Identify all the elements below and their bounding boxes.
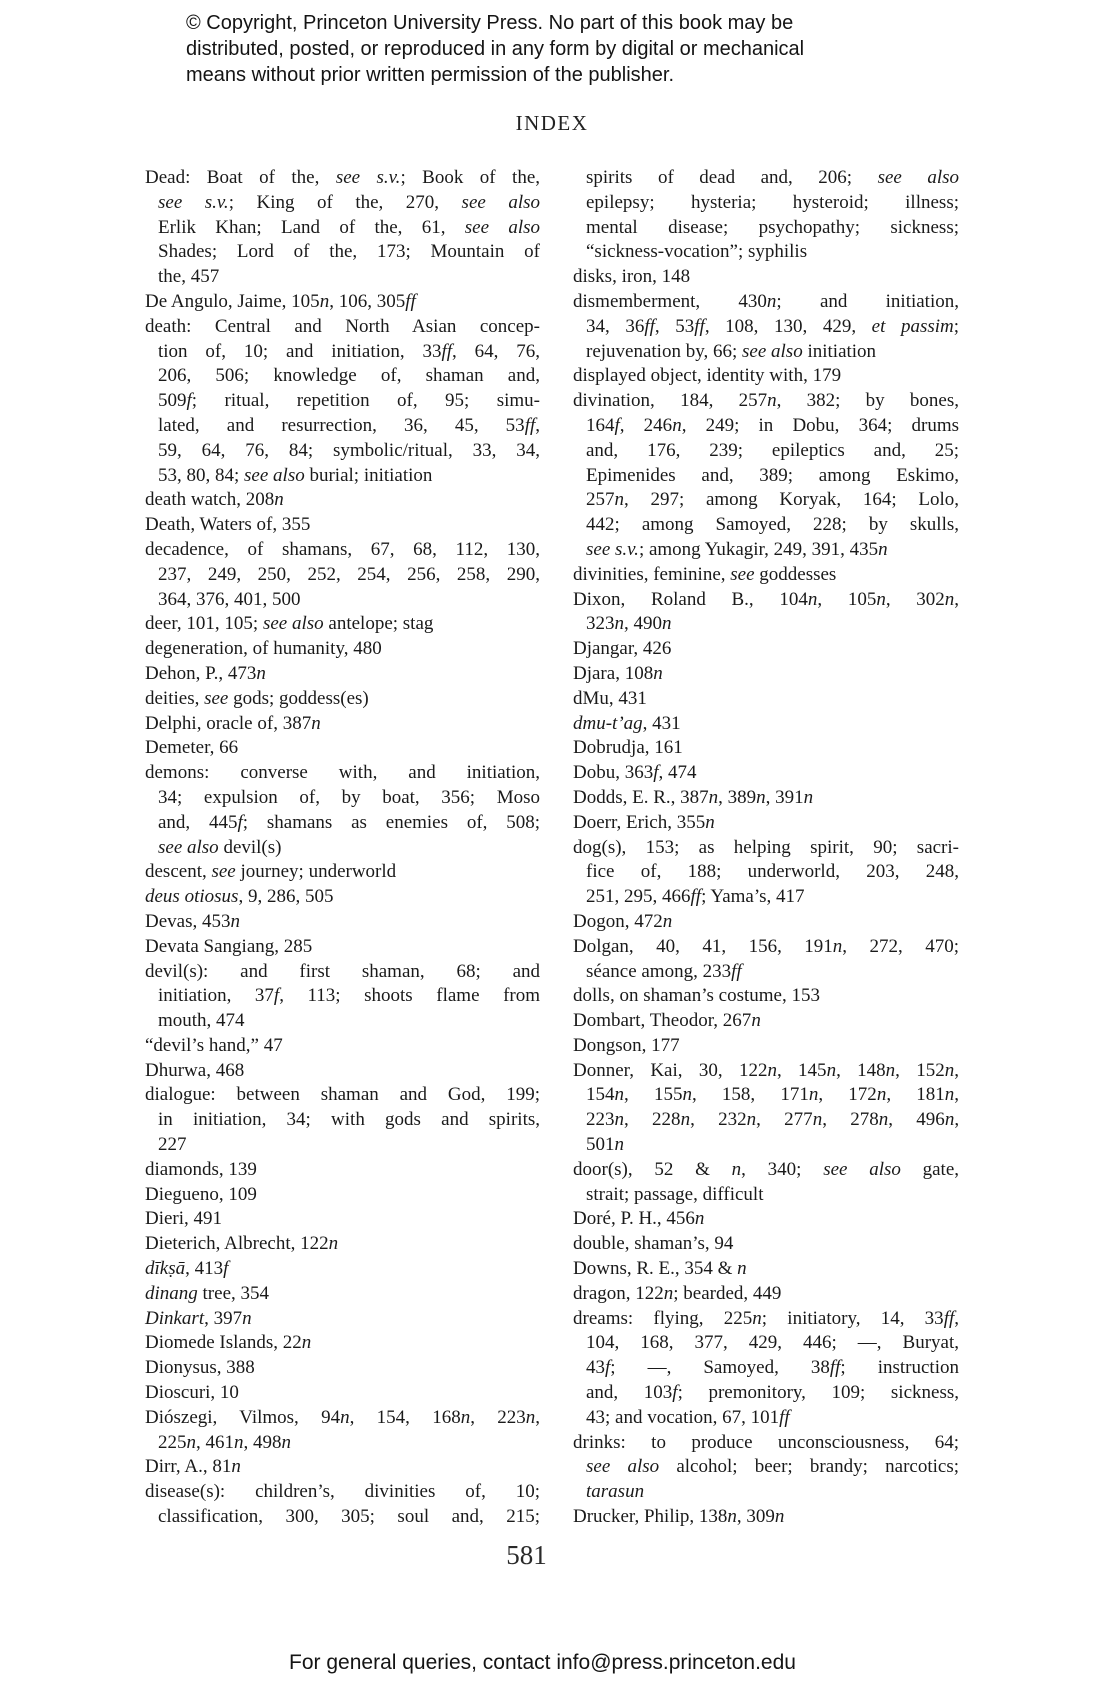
index-line: dragon, 122n; bearded, 449 bbox=[573, 1282, 782, 1304]
index-line: dolls, on shaman’s costume, 153 bbox=[573, 985, 820, 1007]
index-line: 501n bbox=[586, 1134, 624, 1156]
italic-text: n bbox=[746, 1109, 757, 1131]
index-line: Djangar, 426 bbox=[573, 638, 672, 660]
index-line: in initiation, 34; with gods and spirits, bbox=[158, 1109, 540, 1131]
italic-text: n bbox=[614, 1134, 624, 1156]
italic-text: see s.v. bbox=[586, 538, 639, 560]
index-line: 364, 376, 401, 500 bbox=[158, 588, 301, 610]
italic-text: Dinkart bbox=[145, 1307, 205, 1329]
index-line: Diószegi, Vilmos, 94n, 154, 168n, 223n, bbox=[145, 1406, 540, 1428]
index-line: “devil’s hand,” 47 bbox=[145, 1034, 283, 1056]
index-line: fice of, 188; underworld, 203, 248, bbox=[586, 861, 959, 883]
italic-text: f bbox=[273, 985, 280, 1007]
index-line: Dolgan, 40, 41, 156, 191n, 272, 470; bbox=[573, 935, 960, 957]
index-line: Dobu, 363f, 474 bbox=[573, 762, 697, 784]
italic-text: n bbox=[803, 786, 814, 808]
italic-text: n bbox=[944, 588, 955, 610]
index-line: spirits of dead and, 206; see also bbox=[586, 167, 960, 188]
italic-text: n bbox=[944, 1059, 955, 1081]
index-line: Shades; Lord of the, 173; Mountain of bbox=[158, 241, 540, 263]
index-line: deities, see gods; goddess(es) bbox=[145, 687, 369, 709]
index-line: initiation, 37f, 113; shoots flame from bbox=[158, 985, 541, 1007]
index-line: drinks: to produce unconsciousness, 64; bbox=[573, 1431, 959, 1453]
index-line: Djara, 108n bbox=[573, 662, 663, 684]
italic-text: ff bbox=[829, 1357, 841, 1379]
index-line: 34, 36ff, 53ff, 108, 130, 429, et passim; bbox=[586, 315, 960, 337]
italic-text: see also bbox=[158, 836, 219, 858]
italic-text: f bbox=[605, 1357, 611, 1379]
index-left-column bbox=[145, 166, 540, 1530]
index-line: lated, and resurrection, 36, 45, 53ff, bbox=[158, 414, 540, 436]
italic-text: n bbox=[767, 1059, 777, 1081]
index-line: Delphi, oracle of, 387n bbox=[145, 712, 321, 734]
index-line: 34; expulsion of, by boat, 356; Moso bbox=[158, 786, 540, 808]
footer-contact-note: For general queries, contact info@press.princeton.edu bbox=[289, 1651, 796, 1674]
italic-text: see bbox=[730, 563, 755, 585]
italic-text: dinang bbox=[145, 1282, 198, 1304]
italic-text: n bbox=[826, 1059, 837, 1081]
italic-text: n bbox=[876, 1084, 887, 1106]
italic-text: ff bbox=[731, 960, 742, 982]
copyright-line-2: distributed, posted, or reproduced in any form by digital or mechanical bbox=[186, 38, 805, 60]
index-line: Dixon, Roland B., 104n, 105n, 302n, bbox=[573, 588, 959, 610]
index-line: 154n, 155n, 158, 171n, 172n, 181n, bbox=[586, 1084, 960, 1106]
italic-text: see also bbox=[823, 1158, 901, 1180]
index-line: Doerr, Erich, 355n bbox=[573, 811, 715, 833]
index-line: Diomede Islands, 22n bbox=[145, 1332, 312, 1354]
index-line: 251, 295, 466ff; Yama’s, 417 bbox=[586, 886, 805, 908]
index-line: dmu-t’ag, 431 bbox=[573, 712, 681, 734]
index-line: 442; among Samoyed, 228; by skulls, bbox=[586, 514, 959, 536]
index-line: Demeter, 66 bbox=[145, 737, 239, 759]
index-line: 227 bbox=[158, 1134, 187, 1156]
index-line: disease(s): children’s, divinities of, 10; bbox=[145, 1481, 540, 1503]
italic-text: n bbox=[662, 910, 673, 932]
index-line: De Angulo, Jaime, 105n, 106, 305ff bbox=[145, 290, 416, 312]
italic-text: n bbox=[694, 1208, 705, 1230]
italic-text: n bbox=[460, 1406, 471, 1428]
italic-text: ff bbox=[441, 340, 453, 362]
italic-text: f bbox=[223, 1258, 229, 1280]
italic-text: n bbox=[812, 1109, 823, 1131]
italic-text: n bbox=[751, 1010, 761, 1032]
index-line: 509f; ritual, repetition of, 95; simu- bbox=[158, 390, 540, 412]
italic-text: see also bbox=[464, 216, 540, 238]
index-line: Erlik Khan; Land of the, 61, see also bbox=[158, 216, 540, 238]
italic-text: n bbox=[614, 1084, 624, 1106]
italic-text: ff bbox=[694, 315, 705, 337]
italic-text: ff bbox=[524, 414, 536, 436]
index-line: decadence, of shamans, 67, 68, 112, 130, bbox=[145, 538, 540, 560]
italic-text: see also bbox=[586, 1456, 660, 1478]
italic-text: deus otiosus bbox=[145, 886, 239, 908]
index-line: Devata Sangiang, 285 bbox=[145, 935, 313, 957]
italic-text: ff bbox=[644, 315, 655, 337]
italic-text: n bbox=[274, 489, 284, 511]
index-line: séance among, 233ff bbox=[586, 960, 742, 982]
index-line: dismemberment, 430n; and initiation, bbox=[573, 290, 959, 312]
italic-text: n bbox=[756, 786, 766, 808]
italic-text: n bbox=[878, 538, 888, 560]
italic-text: n bbox=[682, 1084, 692, 1106]
italic-text: n bbox=[242, 1307, 252, 1329]
italic-text: n bbox=[708, 786, 719, 808]
index-line: 53, 80, 84; see also burial; initiation bbox=[158, 464, 433, 486]
index-line: Dionysus, 388 bbox=[145, 1357, 255, 1379]
index-line: 59, 64, 76, 84; symbolic/ritual, 33, 34, bbox=[158, 439, 540, 461]
index-line bbox=[573, 1480, 959, 1505]
italic-text: see s.v. bbox=[335, 167, 401, 188]
index-line: mental disease; psychopathy; sickness; bbox=[586, 216, 959, 238]
index-line: Dobrudja, 161 bbox=[573, 737, 683, 759]
index-line: 257n, 297; among Koryak, 164; Lolo, bbox=[586, 489, 959, 511]
italic-text: n bbox=[752, 1307, 762, 1329]
index-line: Dogon, 472n bbox=[573, 910, 673, 932]
copyright-line-3: means without prior written permission of the publisher. bbox=[186, 64, 675, 86]
index-line: 323n, 490n bbox=[586, 613, 672, 635]
italic-text: n bbox=[944, 1084, 955, 1106]
italic-text: see also bbox=[244, 464, 305, 486]
index-line: Dehon, P., 473n bbox=[145, 662, 266, 684]
index-line: double, shaman’s, 94 bbox=[573, 1233, 734, 1255]
index-line: see s.v.; King of the, 270, see also bbox=[158, 191, 540, 213]
italic-text: n bbox=[766, 290, 777, 312]
italic-text: see bbox=[204, 687, 229, 709]
index-line: Donner, Kai, 30, 122n, 145n, 148n, 152n, bbox=[573, 1059, 960, 1081]
italic-text: n bbox=[885, 1059, 896, 1081]
italic-text: n bbox=[878, 1109, 889, 1131]
index-line: diamonds, 139 bbox=[145, 1158, 257, 1180]
index-line: death watch, 208n bbox=[145, 489, 284, 511]
index-line: divinities, feminine, see goddesses bbox=[573, 563, 837, 585]
index-line: dialogue: between shaman and God, 199; bbox=[145, 1084, 540, 1106]
index-line: the, 457 bbox=[158, 266, 220, 288]
italic-text: n bbox=[301, 1332, 312, 1354]
italic-text: see s.v. bbox=[158, 191, 229, 213]
italic-text: n bbox=[774, 1506, 785, 1528]
index-line: 104, 168, 377, 429, 446; —, Buryat, bbox=[586, 1332, 959, 1354]
italic-text: see also bbox=[742, 340, 803, 362]
index-line: Dinkart, 397n bbox=[145, 1307, 252, 1329]
index-line: Dieri, 491 bbox=[145, 1208, 223, 1230]
index-line: Dhurwa, 468 bbox=[145, 1059, 245, 1081]
italic-text: ff bbox=[779, 1406, 790, 1428]
index-line: Dead: Boat of the, see s.v.; Book of the, bbox=[145, 167, 540, 188]
italic-text: ff bbox=[690, 886, 702, 908]
italic-text: ff bbox=[405, 290, 416, 312]
italic-text: n bbox=[808, 1084, 819, 1106]
index-line: disks, iron, 148 bbox=[573, 266, 691, 288]
index-line: rejuvenation by, 66; see also initiation bbox=[586, 340, 877, 362]
index-line: dinang tree, 354 bbox=[145, 1282, 270, 1304]
index-line: degeneration, of humanity, 480 bbox=[145, 638, 382, 660]
italic-text: n bbox=[281, 1431, 291, 1453]
italic-text: et passim bbox=[871, 315, 954, 337]
italic-text: n bbox=[234, 1431, 244, 1453]
page-title: INDEX bbox=[515, 111, 589, 135]
index-line: and, 103f; premonitory, 109; sickness, bbox=[586, 1382, 959, 1404]
index-line: 225n, 461n, 498n bbox=[158, 1431, 291, 1453]
italic-text: n bbox=[767, 390, 777, 412]
index-line: 43; and vocation, 67, 101ff bbox=[586, 1406, 790, 1428]
italic-text: n bbox=[230, 910, 240, 932]
index-line: epilepsy; hysteria; hysteroid; illness; bbox=[586, 191, 959, 213]
index-line: see also alcohol; beer; brandy; narcotics; bbox=[586, 1456, 959, 1478]
page-number: 581 bbox=[506, 1540, 547, 1570]
index-line: death: Central and North Asian concep- bbox=[145, 315, 540, 337]
italic-text: n bbox=[807, 588, 818, 610]
index-line: 43f; —, Samoyed, 38ff; instruction bbox=[586, 1357, 959, 1379]
italic-text: see also bbox=[461, 191, 540, 213]
italic-text: n bbox=[525, 1406, 536, 1428]
index-line: Drucker, Philip, 138n, 309n bbox=[573, 1506, 785, 1528]
italic-text: n bbox=[256, 662, 266, 684]
index-line: Dongson, 177 bbox=[573, 1034, 680, 1056]
index-line: strait; passage, difficult bbox=[586, 1183, 764, 1205]
italic-text: n bbox=[653, 662, 663, 684]
index-line: displayed object, identity with, 179 bbox=[573, 365, 842, 387]
italic-text: n bbox=[731, 1158, 742, 1180]
italic-text: n bbox=[737, 1258, 747, 1280]
index-line: demons: converse with, and initiation, bbox=[145, 762, 540, 784]
italic-text: n bbox=[186, 1431, 196, 1453]
italic-text: n bbox=[705, 811, 715, 833]
italic-text: n bbox=[614, 613, 624, 635]
copyright-notice bbox=[186, 10, 804, 88]
index-line: Epimenides and, 389; among Eskimo, bbox=[586, 464, 959, 486]
index-line: 237, 249, 250, 252, 254, 256, 258, 290, bbox=[158, 563, 540, 585]
italic-text: dīkṣā bbox=[145, 1258, 186, 1280]
index-line: Downs, R. E., 354 & n bbox=[573, 1258, 747, 1280]
italic-text: f bbox=[186, 390, 192, 412]
italic-text: see also bbox=[877, 167, 960, 188]
italic-text: n bbox=[328, 1233, 339, 1255]
italic-text: n bbox=[944, 1109, 955, 1131]
italic-text: n bbox=[319, 290, 330, 312]
index-line: deer, 101, 105; see also antelope; stag bbox=[145, 613, 434, 635]
italic-text: see bbox=[211, 861, 236, 883]
italic-text: n bbox=[311, 712, 321, 734]
index-line: divination, 184, 257n, 382; by bones, bbox=[573, 390, 959, 412]
index-line: descent, see journey; underworld bbox=[145, 861, 397, 883]
index-line: Diegueno, 109 bbox=[145, 1183, 257, 1205]
italic-text: f bbox=[672, 1382, 678, 1404]
index-line: Devas, 453n bbox=[145, 910, 240, 932]
index-line: Dioscuri, 10 bbox=[145, 1382, 239, 1404]
italic-text: see also bbox=[262, 613, 324, 635]
index-line: “sickness-vocation”; syphilis bbox=[586, 241, 808, 263]
index-line: Dombart, Theodor, 267n bbox=[573, 1010, 761, 1032]
italic-text: n bbox=[876, 588, 886, 610]
index-line: tion of, 10; and initiation, 33ff, 64, 76, bbox=[158, 340, 541, 362]
index-line: dreams: flying, 225n; initiatory, 14, 33ff, bbox=[573, 1307, 959, 1329]
index-right-column bbox=[573, 166, 959, 1530]
index-line: and, 176, 239; epileptics and, 25; bbox=[586, 439, 959, 461]
italic-text: n bbox=[832, 935, 843, 957]
index-line: Dodds, E. R., 387n, 389n, 391n bbox=[573, 786, 814, 808]
index-line: dMu, 431 bbox=[573, 687, 647, 709]
italic-text: n bbox=[614, 1109, 624, 1131]
index-line: mouth, 474 bbox=[158, 1010, 245, 1032]
italic-text: n bbox=[727, 1506, 737, 1528]
index-line: see also devil(s) bbox=[158, 836, 282, 858]
index-line: dīkṣā, 413f bbox=[145, 1258, 229, 1280]
italic-text: tarasun bbox=[586, 1481, 645, 1503]
index-line: 206, 506; knowledge of, shaman and, bbox=[158, 365, 540, 387]
index-line: dog(s), 153; as helping spirit, 90; sacri- bbox=[573, 836, 959, 858]
index-line: door(s), 52 & n, 340; see also gate, bbox=[573, 1158, 960, 1180]
index-line: devil(s): and first shaman, 68; and bbox=[145, 960, 540, 982]
index-line: and, 445f; shamans as enemies of, 508; bbox=[158, 811, 540, 833]
italic-text: dmu-t’ag bbox=[573, 712, 643, 734]
index-line: 223n, 228n, 232n, 277n, 278n, 496n, bbox=[586, 1109, 960, 1131]
italic-text: n bbox=[680, 1109, 691, 1131]
italic-text: n bbox=[662, 613, 672, 635]
italic-text: f bbox=[614, 414, 620, 436]
index-line: see s.v.; among Yukagir, 249, 391, 435n bbox=[586, 538, 888, 560]
italic-text: ff bbox=[943, 1307, 955, 1329]
italic-text: n bbox=[340, 1406, 350, 1428]
italic-text: n bbox=[663, 1282, 674, 1304]
italic-text: n bbox=[231, 1456, 241, 1478]
italic-text: f bbox=[237, 811, 243, 833]
italic-text: n bbox=[614, 489, 624, 511]
index-line: Death, Waters of, 355 bbox=[145, 514, 311, 536]
index-line: Dieterich, Albrecht, 122n bbox=[145, 1233, 339, 1255]
index-line: classification, 300, 305; soul and, 215; bbox=[158, 1506, 540, 1528]
index-line: deus otiosus, 9, 286, 505 bbox=[145, 886, 334, 908]
index-line: 164f, 246n, 249; in Dobu, 364; drums bbox=[586, 414, 960, 436]
index-line: Dirr, A., 81n bbox=[145, 1456, 241, 1478]
index-line: Doré, P. H., 456n bbox=[573, 1208, 705, 1230]
italic-text: f bbox=[653, 762, 659, 784]
copyright-line-1: © Copyright, Princeton University Press. No part of this book may be bbox=[186, 12, 794, 34]
italic-text: n bbox=[672, 414, 682, 436]
